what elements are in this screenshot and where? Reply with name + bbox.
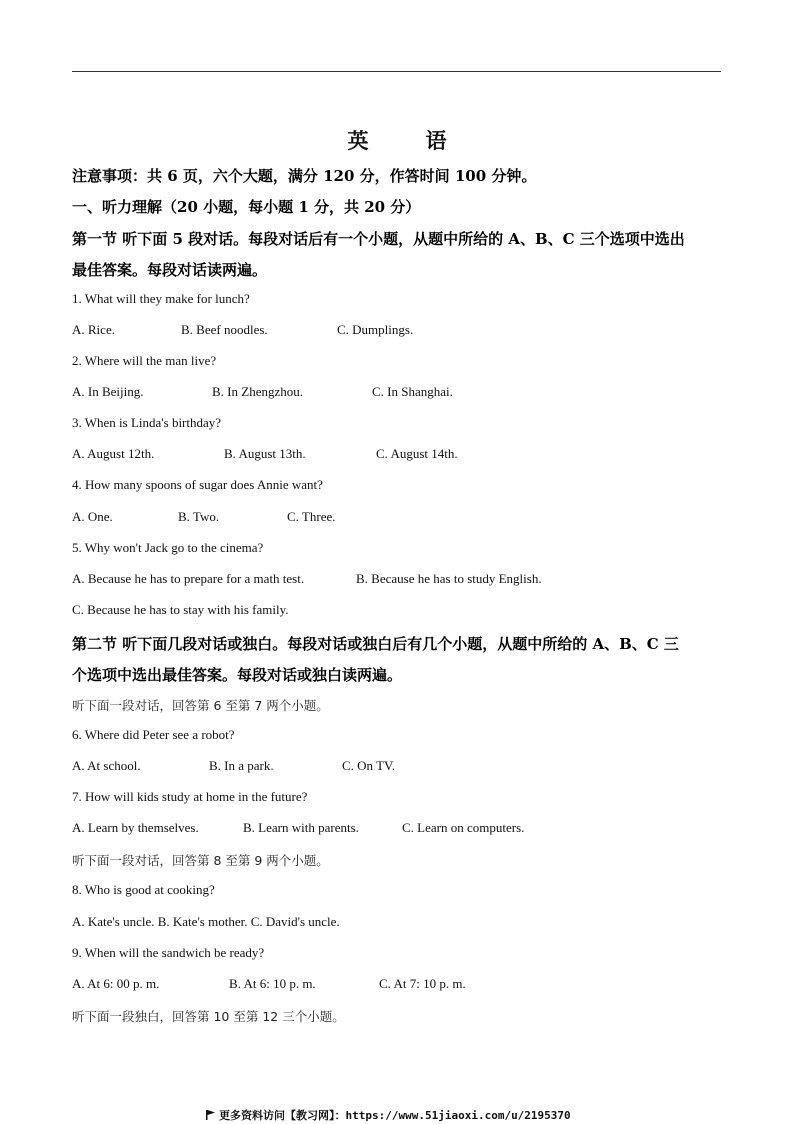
question-2-options: [72, 384, 453, 400]
question-9-options: [72, 976, 466, 992]
question-6-options: [72, 758, 395, 774]
option-c: C. In Shanghai.: [372, 384, 453, 399]
question-8: 8. Who is good at cooking?: [72, 882, 215, 897]
option-b: B. In Zhengzhou.: [212, 384, 303, 399]
instruction-q10-12: 听下面一段独白，回答第 10 至第 12 三个小题。: [72, 1009, 345, 1024]
option-a: A. One.: [72, 509, 113, 524]
page-title: 英 语: [347, 128, 465, 153]
section2-heading-line1: 第二节 听下面几段对话或独白。每段对话或独白后有几个小题，从题中所给的 A、B、C 三: [72, 635, 679, 653]
option-c: C. Learn on computers.: [402, 820, 525, 835]
question-6: 6. Where did Peter see a robot?: [72, 727, 235, 742]
question-9: 9. When will the sandwich be ready?: [72, 945, 265, 960]
option-a: A. Learn by themselves.: [72, 820, 199, 835]
option-b: B. August 13th.: [224, 446, 306, 461]
question-5: 5. Why won't Jack go to the cinema?: [72, 540, 264, 555]
option-a: A. At 6: 00 p. m.: [72, 976, 160, 991]
instruction-q8-9: 听下面一段对话，回答第 8 至第 9 两个小题。: [72, 853, 329, 868]
option-b: B. Two.: [178, 509, 220, 524]
question-3-options: [72, 446, 458, 462]
question-5-option-c: C. Because he has to stay with his family.: [72, 602, 289, 617]
option-a: A. Rice.: [72, 322, 115, 337]
question-1: 1. What will they make for lunch?: [72, 291, 250, 306]
section2-heading-line2: 个选项中选出最佳答案。每段对话或独白读两遍。: [72, 666, 403, 684]
option-c: C. August 14th.: [376, 446, 458, 461]
option-b: B. In a park.: [209, 758, 274, 773]
question-1-options: [72, 322, 413, 338]
option-b: B. Beef noodles.: [181, 322, 268, 337]
flag-icon: [206, 1110, 215, 1120]
footer-link[interactable]: [206, 1107, 571, 1123]
question-8-options: A. Kate's uncle. B. Kate's mother. C. David's uncle.: [72, 914, 340, 929]
question-4-options: [72, 509, 336, 525]
option-c: C. On TV.: [342, 758, 395, 773]
option-a: A. August 12th.: [72, 446, 155, 461]
section1-heading-line1: 第一节 听下面 5 段对话。每段对话后有一个小题，从题中所给的 A、B、C 三个选项中选出: [72, 230, 685, 248]
question-5-options: [72, 571, 542, 587]
option-b: B. Learn with parents.: [243, 820, 359, 835]
question-7-options: [72, 820, 524, 836]
option-c: C. Dumplings.: [337, 322, 414, 337]
question-7: 7. How will kids study at home in the future?: [72, 789, 308, 804]
part1-heading: 一、听力理解（20 小题，每小题 1 分，共 20 分）: [72, 198, 421, 216]
footer-text: 更多资料访问【教习网】：https://www.51jiaoxi.com/u/2195370: [219, 1109, 571, 1122]
option-a: A. At school.: [72, 758, 141, 773]
option-c: C. At 7: 10 p. m.: [379, 976, 466, 991]
option-c: C. Three.: [287, 509, 336, 524]
option-b: B. At 6: 10 p. m.: [229, 976, 316, 991]
question-4: 4. How many spoons of sugar does Annie want?: [72, 477, 323, 492]
option-b: B. Because he has to study English.: [356, 571, 542, 586]
option-a: A. In Beijing.: [72, 384, 144, 399]
section1-heading-line2: 最佳答案。每段对话读两遍。: [72, 261, 268, 279]
option-a: A. Because he has to prepare for a math test.: [72, 571, 305, 586]
question-2: 2. Where will the man live?: [72, 353, 217, 368]
question-3: 3. When is Linda's birthday?: [72, 415, 222, 430]
exam-notice: 注意事项：共 6 页，六个大题，满分 120 分，作答时间 100 分钟。: [72, 167, 537, 185]
instruction-q6-7: 听下面一段对话，回答第 6 至第 7 两个小题。: [72, 698, 329, 713]
header-rule: [72, 71, 721, 72]
